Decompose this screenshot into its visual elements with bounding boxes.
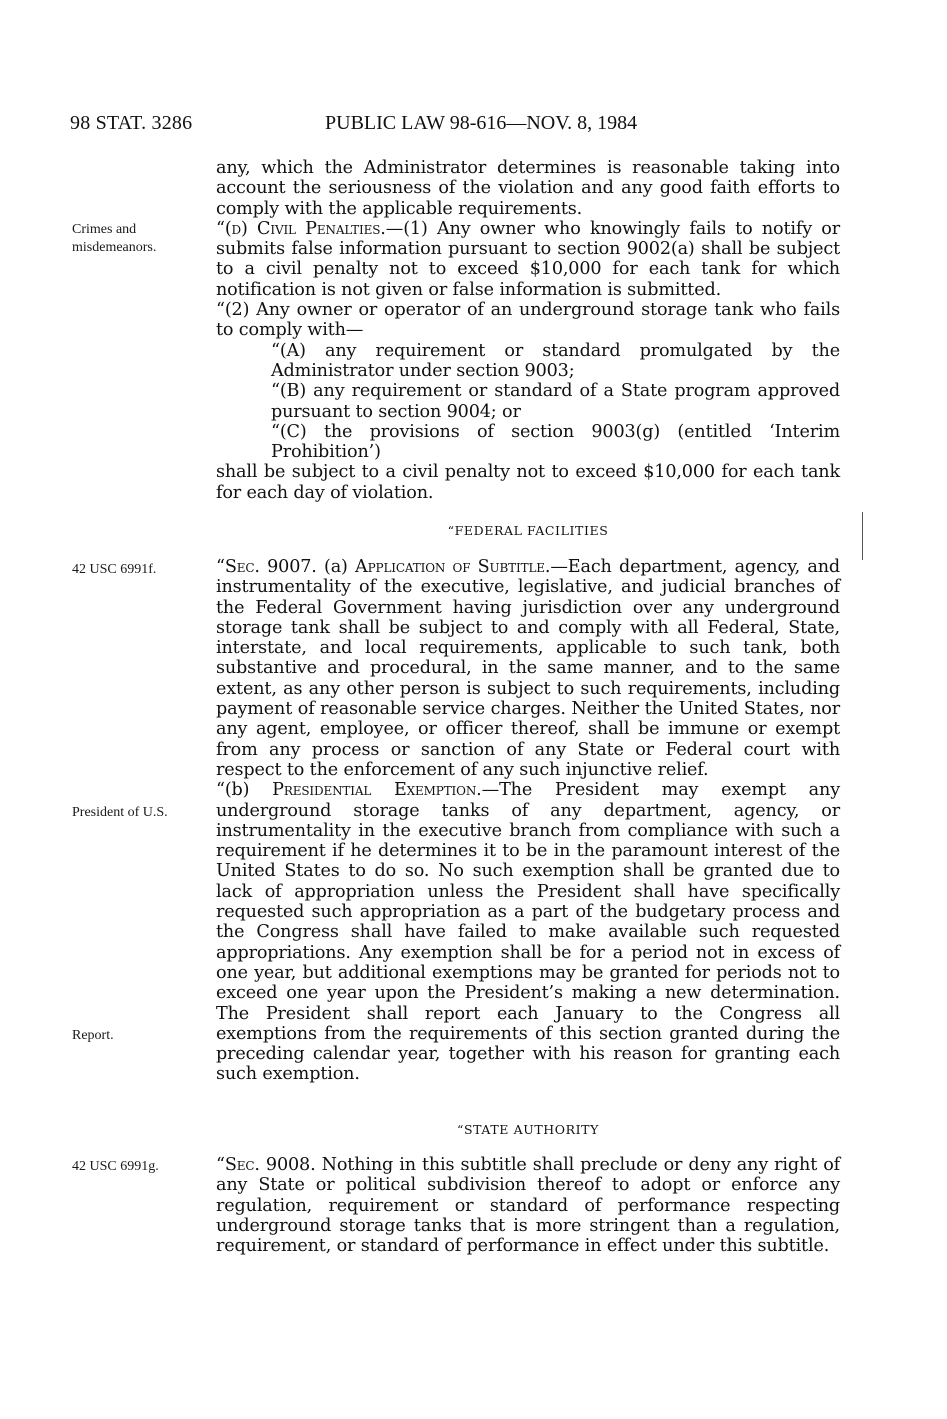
heading-federal-facilities: “FEDERAL FACILITIES: [447, 523, 609, 538]
running-header: PUBLIC LAW 98-616—NOV. 8, 1984: [325, 112, 638, 134]
paragraph-d2: “(2) Any owner or operator of an underground storage tank who fails to comply with—: [216, 300, 840, 341]
b-label: “(b): [216, 780, 273, 801]
section-9006-continuation: [216, 158, 840, 503]
paragraph-good-faith: any, which the Administrator determines is reasonable taking into account the seriousness of the violation and any good faith efforts to comply with the applicable requirements.: [216, 158, 840, 219]
change-bar: [862, 512, 863, 560]
sec-number: 9007. (a): [259, 557, 356, 577]
margin-note-usc-6991g: 42 USC 6991g.: [72, 1159, 159, 1174]
paragraph-civil-penalties: [216, 219, 840, 300]
paragraph-9007a: [216, 557, 840, 780]
sec-label: “Sec.: [216, 557, 260, 577]
paragraph-9007b: [216, 780, 840, 1084]
application-of-subtitle-heading: Application of Subtitle.: [355, 557, 551, 577]
margin-note-crimes: Crimes and misdemeanors.: [72, 222, 157, 255]
stat-page-number: 98 STAT. 3286: [70, 112, 193, 134]
paragraph-9007a-text: —Each department, agency, and instrumentality of the executive, legislative, and judicial branches of the Federal Government having jurisdiction over any underground storage tank shall be subject to and comply with all Federal, State, interstate, and local requirements, applicable to such tank, both substantive and procedural, in the same manner, and to the same extent, as any other person is subject to such requirements, including payment of reasonable service charges. Neither the United States, nor any agent, employee, or officer thereof, shall be immune or exempt from any process or sanction of any State or Federal court with respect to the enforcement of any such injunctive relief.: [216, 557, 840, 780]
presidential-exemption-heading: Presidential Exemption.: [272, 780, 482, 801]
heading-state-authority: “STATE AUTHORITY: [457, 1122, 599, 1137]
clause-a: “(A) any requirement or standard promulgated by the Administrator under section 9003;: [271, 340, 840, 381]
clause-b: “(B) any requirement or standard of a State program approved pursuant to section 9004; or: [271, 381, 840, 422]
paragraph-9008: [216, 1155, 840, 1256]
sec-label: “Sec.: [216, 1155, 260, 1175]
paragraph-9008-text: 9008. Nothing in this subtitle shall preclude or deny any right of any State or political subdivision thereof to adopt or enforce any regulation, requirement or standard of performance respecting underground storage tanks that is more stringent than a regulation, requirement, or standard of performance in effect under this subtitle.: [216, 1155, 840, 1257]
section-9007: [216, 557, 840, 1085]
civil-penalties-heading: “(d) Civil Penalties.: [216, 218, 386, 239]
paragraph-9007b-text: —The President may exempt any underground storage tanks of any department, agency, or instrumentality in the executive branch from compliance with such a requirement if he determines it to be in the paramount interest of the United States to do so. No such exemption shall be granted due to lack of appropriation unless the President shall have specifically requested such appropriation as a part of the budgetary process and the Congress shall have failed to make available such requested appropriations. Any exemption shall be for a period not in excess of one year, but additional exemptions may be granted for periods not to exceed one year upon the President’s making a new determination. The President shall report each January to the Congress all exemptions from the requirements of this section granted during the preceding calendar year, together with his reason for granting each such exemption.: [216, 780, 840, 1085]
margin-note-usc-6991f: 42 USC 6991f.: [72, 562, 157, 577]
paragraph-d-tail: shall be subject to a civil penalty not to exceed $10,000 for each tank for each day of violation.: [216, 462, 840, 503]
section-9008: [216, 1155, 840, 1256]
clause-c: “(C) the provisions of section 9003(g) (entitled ‘Interim Prohibition’): [271, 421, 840, 463]
margin-note-report: Report.: [72, 1028, 114, 1043]
civil-penalties-text: —(1) Any owner who knowingly fails to notify or submits false information pursuant to section 9002(a) shall be subject to a civil penalty not to exceed $10,000 for each tank for which notification is not given or false information is submitted.: [216, 218, 841, 300]
margin-note-president: President of U.S.: [72, 805, 168, 820]
